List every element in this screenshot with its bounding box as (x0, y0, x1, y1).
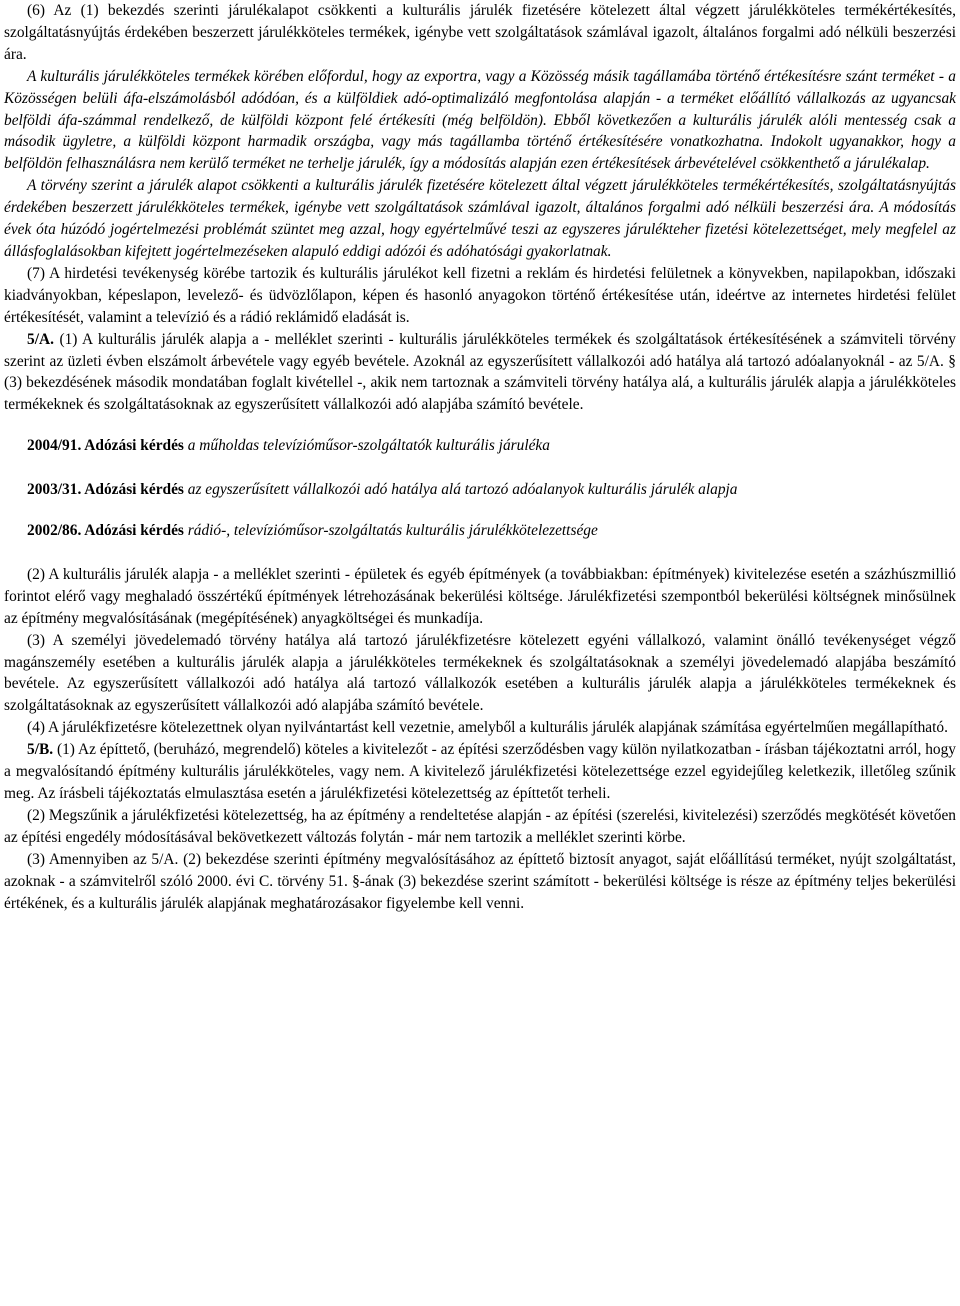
spacer (4, 501, 956, 520)
paragraph-7: (7) A hirdetési tevékenység körébe tartozik és kulturális járulékot kell fizetni a reklám és hirdetési felületnek a könyvekben, napilapokban, időszaki kiadványokban, képeslapon, levelező- és üdvözlőlapon, képen és hasonló anyagokon történő értékesítése után, ideértve az internetes hirdetési felület értékesítését, valamint a televízió és a rádió reklámidő eladását is. (4, 264, 956, 326)
commentary-export (4, 66, 956, 176)
section-5b-paragraph-2: (2) Megszűnik a járulékfizetési kötelezettség, ha az építmény a rendeltetése alapján - az építési (szerelési, kivitelezési) szerződés megkötését követően az építési engedély módosításával bekövetkezett változás folytán - már nem tartozik a melléklet szerinti körbe. (4, 806, 956, 846)
paragraph-3: (3) A személyi jövedelemadó törvény hatálya alá tartozó járulékfizetésre kötelezett egyéni vállalkozó, valamint önálló tevékenységet végző magánszemély esetében a kulturális járulék alapja a járulékköteles termékeknek és szolgáltatásoknak a személyi jövedelemadó alapjába beszámító bevétele. Az egyszerűsített vállalkozói adó hatálya alá tartozó vállalkozók esetében a kulturális járulék alapja a járulékköteles termékeknek és szolgáltatásoknak az egyszerűsített vállalkozói adó alapjába számító bevétele. (4, 631, 956, 715)
section-5b-text: (1) Az építtető, (beruházó, megrendelő) köteles a kivitelezőt - az építési szerződésben vagy külön nyilatkozatban - írásban tájékoztatni arról, hogy a megvalósítandó építmény kulturális járulékköteles, vagy nem. A kivitelező járulékfizetési kötelezettsége ezzel egyidejűleg keletkezik, illetőleg szűnik meg. Az írásbeli tájékoztatás elmulasztása esetén a járulékfizetési kötelezettség az építtetőt terheli. (4, 741, 956, 802)
reference-2003-31[interactable] (27, 479, 956, 501)
section-5a-heading: 5/A. (27, 330, 54, 348)
reference-code: 2004/91. Adózási kérdés (27, 437, 184, 455)
spacer (4, 416, 956, 435)
document-page (4, 0, 956, 914)
reference-2002-86[interactable] (27, 520, 956, 542)
reference-title: a műholdas televízióműsor-szolgáltatók kulturális járuléka (183, 437, 550, 455)
reference-code: 2002/86. Adózási kérdés (27, 522, 184, 540)
spacer (4, 542, 956, 564)
paragraph-4: (4) A járulékfizetésre kötelezettnek olyan nyilvántartást kell vezetnie, amelyből a kulturális járulék alapjának számítása egyértelműen megállapítható. (27, 719, 948, 737)
reference-title: rádió-, televízióműsor-szolgáltatás kulturális járulékkötelezettsége (183, 522, 598, 540)
paragraph-2: (2) A kulturális járulék alapja - a melléklet szerinti - épületek és egyéb építmények (a továbbiakban: építmények) kivitelezése esetén a százhúszmillió forintot elérő vagy meghaladó összértékű építmények létrehozásának bekerülési költsége. Járulékfizetési szempontból bekerülési költségnek minősülnek az építmény megvalósításának (megépítésének) anyagköltségei és munkadíja. (4, 565, 956, 627)
section-5b (4, 739, 956, 805)
reference-2004-91[interactable] (27, 435, 956, 457)
reference-title: az egyszerűsített vállalkozói adó hatálya alá tartozó adóalanyok kulturális járulék alapja (183, 481, 738, 499)
commentary-export-part2: Indokolt ugyanakkor, hogy a belföldön felhasználásra nem kerülő terméket ne terhelje járulék, így a módosítás alapján ezen értékesítések árbevételével csökkenthető a járulékalap. (4, 133, 957, 173)
section-5a-text: (1) A kulturális járulék alapja a - melléklet szerinti - kulturális járulékköteles termékek és szolgáltatások értékesítésének a számviteli törvény szerint az üzleti évben elszámolt árbevétele vagy egyéb bevétele. Azoknál az egyszerűsített vállalkozói adó hatálya alá tartozó adóalanyoknál - az 5/A. § (3) bekezdésének második mondatában foglalt kivétellel -, akik nem tartoznak a számviteli törvény hatálya alá, a kulturális járulék alapja a járulékköteles termékeknek és szolgáltatásoknak az egyszerűsített vállalkozói adó alapjába számító bevétele. (4, 330, 956, 414)
paragraph-6: (6) Az (1) bekezdés szerinti járulékalapot csökkenti a kulturális járulék fizetésére kötelezett által végzett járulékköteles termékértékesítés, szolgáltatásnyújtás érdekében beszerzett járulékköteles termékek, igénybe vett szolgáltatások számlával igazolt, általános forgalmi adó nélküli beszerzési ára. (4, 2, 956, 63)
spacer (4, 457, 956, 479)
section-5b-paragraph-3: (3) Amennyiben az 5/A. (2) bekezdése szerinti építmény megvalósításához az építtető biztosít anyagot, saját előállítású terméket, nyújt szolgáltatást, azoknak - a számvitelről szóló 2000. évi C. törvény 51. §-ának (3) bekezdése szerint számított - bekerülési költsége is része az építmény teljes bekerülési értékének, és a kulturális járulék alapjának meghatározásakor figyelembe kell venni. (4, 850, 956, 912)
section-5b-heading: 5/B. (27, 741, 54, 759)
commentary-export-part1: A kulturális járulékköteles termékek körében előfordul, hogy az exportra, vagy a Közösség másik tagállamába történő értékesítésre szánt terméket - a Közösségen belüli áfa-elszámolásból adódóan, és a külföldiek adó-optimalizáló megfontolása alapján - a terméket előállító vállalkozás az ugyancsak belföldi áfa-számmal rendelkező, de külföldi központ felé értékesíti (még belföldön). Ebből következően a kulturális járulék alóli mentesség csak a második ügyletre, a külföldi központ harmadik országba, vagy más tagállamba történő értékesítésére vonatkozhatna. (4, 67, 956, 151)
commentary-law: A törvény szerint a járulék alapot csökkenti a kulturális járulék fizetésére kötelezett által végzett járulékköteles termékértékesítés, szolgáltatásnyújtás érdekében beszerzett járulékköteles termékek, igénybe vett szolgáltatások számlával igazolt, általános forgalmi adó nélküli beszerzési ára. A módosítás évek óta húzódó jogértelmezési problémát szüntet meg azzal, hogy egyértelművé teszi az egyszeres járulékteher fizetési kötelezettséget, mely megfelel az állásfoglalásokban kifejtett jogértelmezéseken alapuló eddigi adózói és adóhatósági gyakorlatnak. (4, 177, 956, 260)
section-5a (4, 329, 956, 417)
reference-code: 2003/31. Adózási kérdés (27, 481, 184, 499)
